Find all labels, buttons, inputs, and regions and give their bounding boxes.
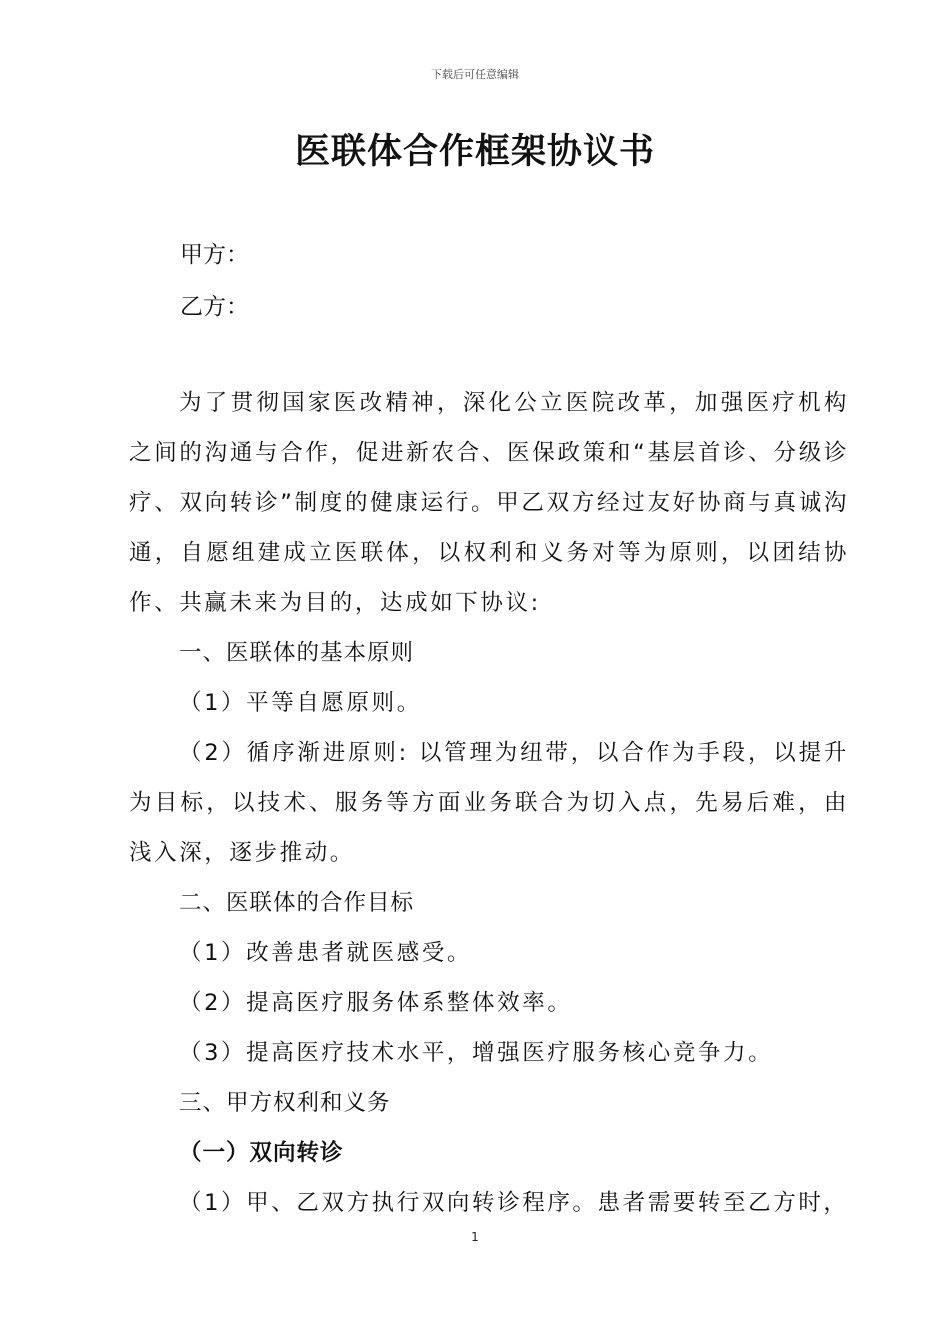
party-b-label: 乙方： [180, 294, 249, 320]
party-a-label: 甲方： [180, 242, 249, 268]
section-heading-1: 一、医联体的基本原则 [179, 640, 415, 666]
document-body [129, 378, 849, 1228]
list-item: （1）甲、乙双方执行双向转诊程序。患者需要转至乙方时， [179, 1190, 849, 1216]
subsection-heading: （一）双向转诊 [179, 1140, 344, 1166]
list-item: （2）提高医疗服务体系整体效率。 [179, 990, 573, 1016]
header-note: 下载后可任意编辑 [431, 68, 519, 81]
section-heading-2: 二、医联体的合作目标 [179, 890, 415, 916]
list-item: （1）改善患者就医感受。 [179, 940, 473, 966]
list-item: （1）平等自愿原则。 [179, 690, 422, 716]
paragraph-intro: 为了贯彻国家医改精神，深化公立医院改革，加强医疗机构之间的沟通与合作，促进新农合、医保政策和“基层首诊、分级诊疗、双向转诊”制度的健康运行。甲乙双方经过友好协商与真诚沟通，自愿组建成立医联体，以权利和义务对等为原则，以团结协作、共赢未来为目的，达成如下协议: [129, 390, 849, 616]
page-number: 1 [471, 1230, 479, 1244]
list-item: （3）提高医疗技术水平，增强医疗服务核心竞争力。 [179, 1040, 774, 1066]
list-item: （2）循序渐进原则: 以管理为纽带，以合作为手段，以提升为目标，以技术、服务等方面业务联合为切入点，先易后难，由浅入深，逐步推动。 [129, 740, 849, 866]
document-title: 医联体合作框架协议书 [294, 131, 655, 172]
section-heading-3: 三、甲方权利和义务 [179, 1090, 391, 1116]
